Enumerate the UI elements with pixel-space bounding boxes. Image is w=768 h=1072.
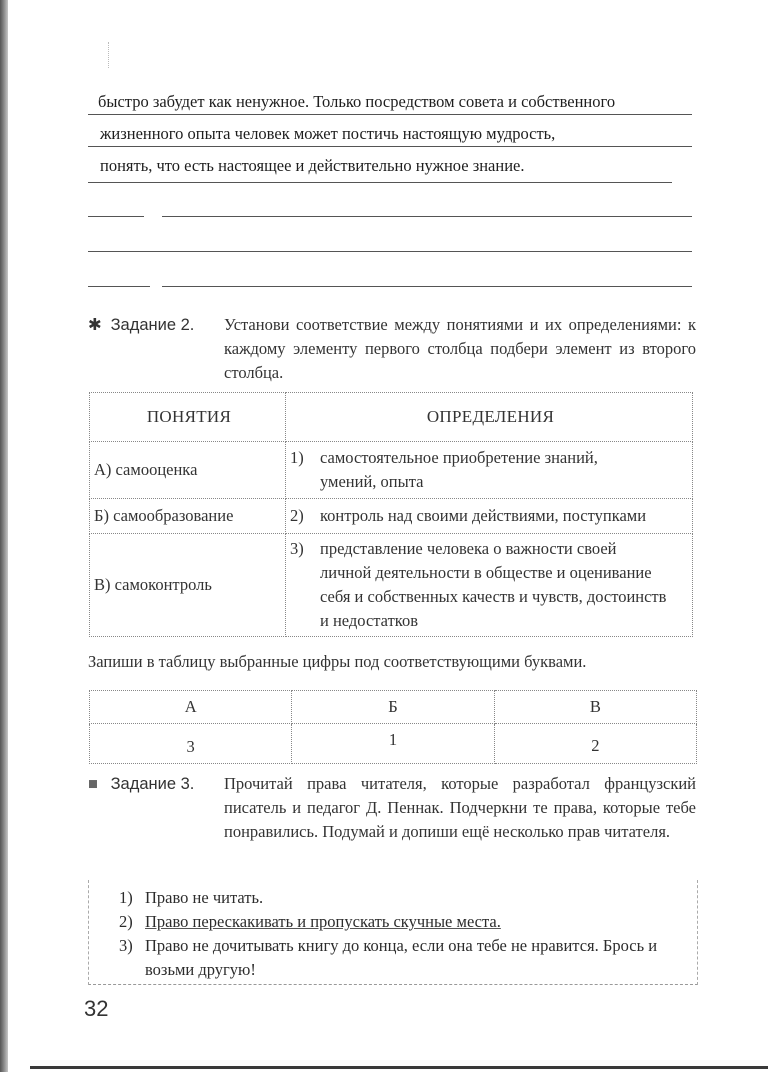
list-item: 2) Право перескакивать и пропускать скучные места. — [119, 910, 697, 934]
reader-rights-list — [89, 880, 697, 982]
answer-line-3: понять, что есть настоящее и действительно нужное знание. — [100, 156, 525, 175]
answer-values-row — [90, 724, 697, 764]
answer-line-1: быстро забудет как ненужное. Только посредством совета и собственного — [98, 92, 616, 111]
answer-letter-a: А — [90, 691, 292, 724]
answer-cell-a[interactable]: 3 — [90, 724, 292, 764]
table-header-row — [90, 393, 693, 442]
task-2-instruction: Запиши в таблицу выбранные цифры под соответствующими буквами. — [88, 652, 587, 671]
blank-line[interactable] — [162, 286, 692, 287]
ruled-line — [88, 182, 672, 183]
blank-line[interactable] — [88, 216, 144, 217]
ruled-line — [88, 146, 692, 147]
definition-number: 3) — [290, 539, 304, 558]
square-bullet-icon: ■ — [88, 775, 98, 793]
list-item: 3) Право не дочитывать книгу до конца, если она тебе не нравится. Брось и возьми другую! — [119, 934, 697, 982]
task-3-text: Прочитай права читателя, которые разработал французский писатель и педагог Д. Пеннак. Подчеркни те права, которые тебе понравились. Подумай и допиши ещё несколько прав читателя. — [224, 774, 696, 841]
answer-cell-v[interactable]: 2 — [494, 724, 696, 764]
task-2-label: ✱ Задание 2. — [88, 313, 194, 337]
blank-line[interactable] — [88, 251, 692, 252]
matching-table — [89, 392, 693, 637]
page-number: 32 — [84, 996, 109, 1021]
definition-number: 1) — [290, 448, 304, 467]
header-concepts: ПОНЯТИЯ — [90, 393, 286, 442]
definition-1-cell — [286, 442, 693, 499]
answer-table — [89, 690, 697, 764]
answer-letter-v: В — [494, 691, 696, 724]
asterisk-icon: ✱ — [88, 316, 102, 334]
answer-cell-b[interactable]: 1 — [292, 724, 494, 764]
right-text: Право не читать. — [145, 888, 264, 907]
concept-v: В) самоконтроль — [90, 534, 286, 637]
definition-number: 2) — [290, 506, 304, 525]
definition-text: самостоятельное приобретение знаний, умений, опыта — [320, 448, 598, 491]
table-row — [90, 442, 693, 499]
table-row — [90, 499, 693, 534]
concept-a: А) самооценка — [90, 442, 286, 499]
task-3-label: ■ Задание 3. — [88, 772, 194, 796]
definition-3-cell — [286, 534, 693, 637]
table-row — [90, 534, 693, 637]
blank-line[interactable] — [162, 216, 692, 217]
scan-mark — [108, 42, 117, 68]
blank-line[interactable] — [88, 286, 150, 287]
definition-2-cell — [286, 499, 693, 534]
list-item: 1) Право не читать. — [119, 886, 697, 910]
answer-line-2: жизненного опыта человек может постичь настоящую мудрость, — [100, 124, 556, 143]
answer-ruled-lines — [88, 86, 692, 296]
right-text-underlined: Право перескакивать и пропускать скучные места. — [145, 912, 501, 931]
page-bottom-edge — [30, 1066, 768, 1069]
definition-text: контроль над своими действиями, поступками — [320, 506, 647, 525]
reader-rights-box — [88, 880, 698, 985]
answer-letters-row — [90, 691, 697, 724]
header-definitions: ОПРЕДЕЛЕНИЯ — [286, 393, 693, 442]
task-2-text: Установи соответствие между понятиями и их определениями: к каждому элементу первого столбца подбери элемент из второго столбца. — [224, 315, 696, 382]
ruled-line — [88, 114, 692, 115]
concept-b: Б) самообразование — [90, 499, 286, 534]
book-binding-shadow — [0, 0, 8, 1072]
definition-text: представление человека о важности своей личной деятельности в обществе и оценивание себя и собственных качеств и чувств, достоинств и недостатков — [320, 539, 667, 630]
right-text: Право не дочитывать книгу до конца, если она тебе не нравится. Брось и возьми другую! — [145, 936, 658, 979]
answer-letter-b: Б — [292, 691, 494, 724]
